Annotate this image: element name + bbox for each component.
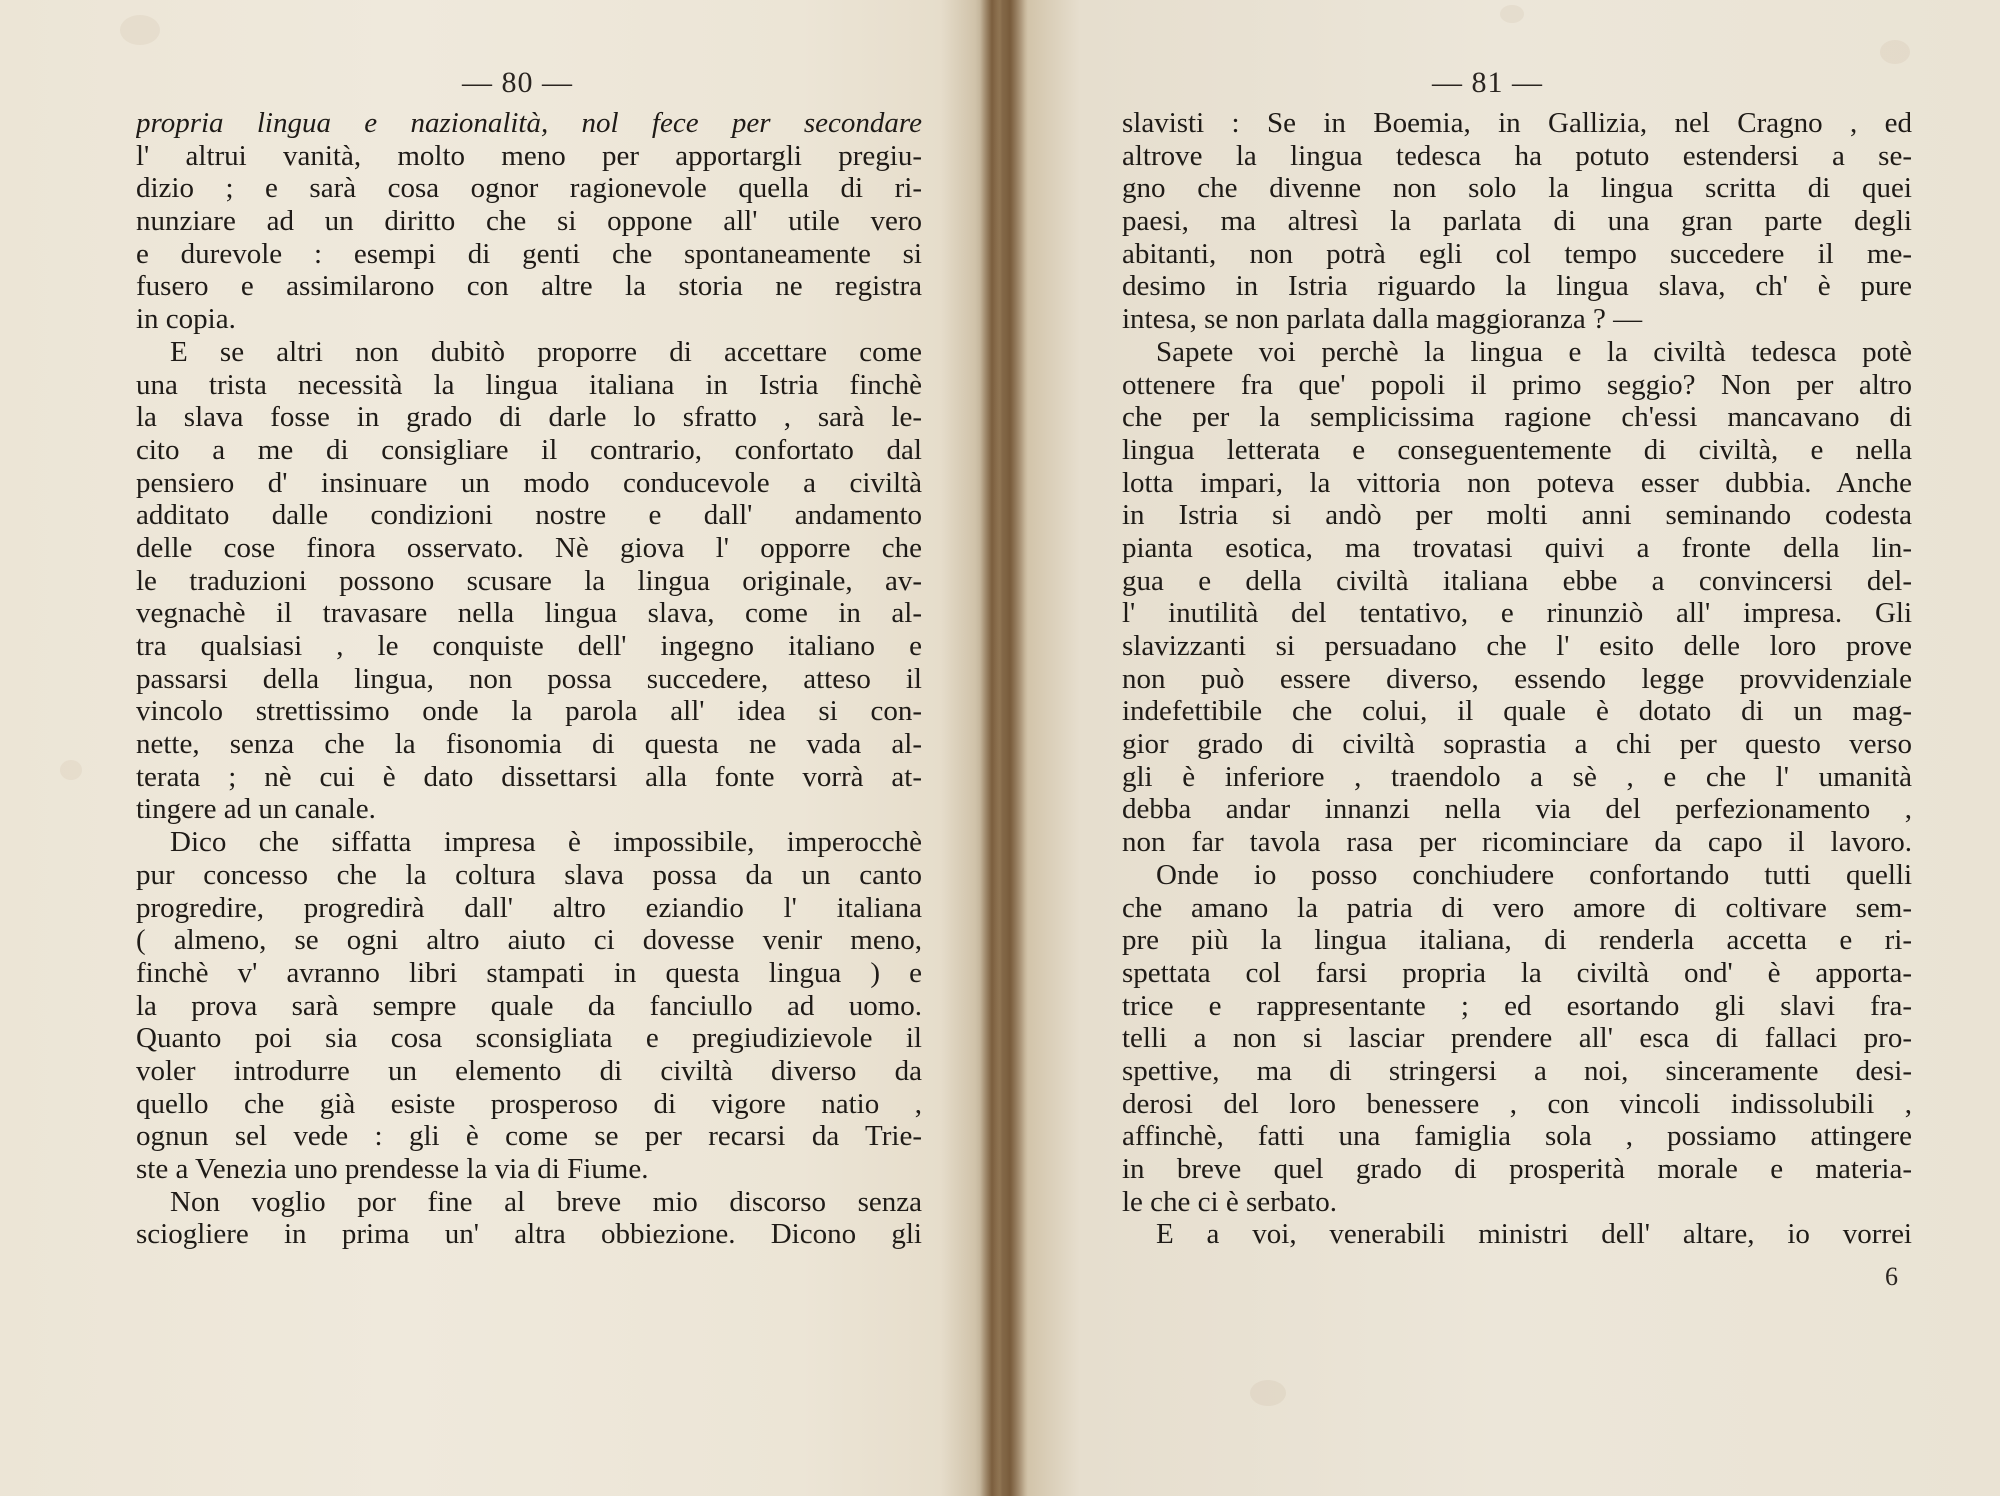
text-line: in breve quel grado di prosperità morale e materia- xyxy=(1122,1153,1912,1185)
text-line: la prova sarà sempre quale da fanciullo ad uomo. xyxy=(136,989,922,1022)
page-text xyxy=(136,107,922,1251)
text-line: Dico che siffatta impresa è impossibile, imperocchè xyxy=(170,826,922,859)
text-line: ste a Venezia uno prendesse la via di Fiume. xyxy=(136,1153,649,1185)
text-line: E a voi, venerabili ministri dell' altare, io vorrei xyxy=(1156,1218,1912,1251)
text-line: non può essere diverso, essendo legge provvidenziale xyxy=(1122,662,1912,695)
text-line: lotta impari, la vittoria non poteva esser dubbia. Anche xyxy=(1122,466,1912,499)
text-line: gua e della civiltà italiana ebbe a convincersi del- xyxy=(1122,564,1912,597)
text-line: Onde io posso conchiudere confortando tutti quelli xyxy=(1156,858,1912,891)
text-line: e durevole : esempi di genti che spontaneamente si xyxy=(136,237,922,270)
text-line: la slava fosse in grado di darle lo sfratto , sarà le- xyxy=(136,401,922,434)
text-line: tra qualsiasi , le conquiste dell' ingegno italiano e xyxy=(136,630,922,662)
text-line: quello che già esiste prosperoso di vigore natio , xyxy=(136,1087,922,1120)
text-line: nette, senza che la fisonomia di questa ne vada al- xyxy=(136,728,922,761)
text-line: l' inutilità del tentativo, e rinunziò all' impresa. Gli xyxy=(1122,597,1912,630)
text-line: gli è inferiore , traendolo a sè , e che l' umanità xyxy=(1122,760,1912,793)
text-line: in Istria si andò per molti anni seminando codesta xyxy=(1122,499,1912,532)
page-number: — 80 — xyxy=(462,66,573,99)
text-line: lingua letterata e conseguentemente di civiltà, e nella xyxy=(1122,433,1912,466)
text-line: pensiero d' insinuare un modo conducevole a civiltà xyxy=(136,466,922,499)
text-line: che per la semplicissima ragione ch'essi mancavano di xyxy=(1122,401,1912,434)
text-line: telli a non si lasciar prendere all' esca di fallaci pro- xyxy=(1122,1022,1912,1055)
text-line: paesi, ma altresì la parlata di una gran parte degli xyxy=(1122,205,1912,238)
text-line: pianta esotica, ma trovatasi quivi a fronte della lin- xyxy=(1122,531,1912,564)
text-line: in copia. xyxy=(136,303,236,336)
text-line: debba andar innanzi nella via del perfezionamento , xyxy=(1122,793,1912,826)
text-line: dizio ; e sarà cosa ognor ragionevole quella di ri- xyxy=(136,172,922,205)
text-line: Sapete voi perchè la lingua e la civiltà tedesca potè xyxy=(1156,335,1912,368)
text-line: altrove la lingua tedesca ha potuto estendersi a se- xyxy=(1122,139,1912,172)
text-line: Quanto poi sia cosa sconsigliata e pregiudizievole il xyxy=(136,1022,922,1055)
text-line: gno che divenne non solo la lingua scritta di quei xyxy=(1122,172,1912,205)
text-line: tingere ad un canale. xyxy=(136,793,376,826)
text-line: abitanti, non potrà egli col tempo succedere il me- xyxy=(1122,237,1912,270)
text-line: terata ; nè cui è dato dissettarsi alla fonte vorrà at- xyxy=(136,760,922,793)
text-line: desimo in Istria riguardo la lingua slava, ch' è pure xyxy=(1122,270,1912,303)
text-line: progredire, progredirà dall' altro eziandio l' italiana xyxy=(136,891,922,924)
text-line: voler introdurre un elemento di civiltà diverso da xyxy=(136,1054,922,1087)
text-line: fusero e assimilarono con altre la storia ne registra xyxy=(136,270,922,303)
text-line: ognun sel vede : gli è come se per recarsi da Trie- xyxy=(136,1120,922,1153)
left-page xyxy=(0,0,990,1496)
page-text xyxy=(1122,107,1912,1251)
text-line: ( almeno, se ogni altro aiuto ci dovesse venir meno, xyxy=(136,924,922,957)
text-line: sciogliere in prima un' altra obbiezione. Dicono gli xyxy=(136,1218,922,1251)
text-line: passarsi della lingua, non possa succedere, atteso il xyxy=(136,662,922,695)
text-line: non far tavola rasa per ricominciare da capo il lavoro. xyxy=(1122,826,1912,859)
text-line: E se altri non dubitò proporre di accettare come xyxy=(170,335,922,368)
signature-mark: 6 xyxy=(1885,1262,1898,1291)
text-line: pre più la lingua italiana, di renderla accetta e ri- xyxy=(1122,924,1912,957)
text-line: l' altrui vanità, molto meno per apportargli pregiu- xyxy=(136,139,922,172)
page-number: — 81 — xyxy=(1432,66,1543,99)
text-line: che amano la patria di vero amore di coltivare sem- xyxy=(1122,891,1912,924)
text-line: affinchè, fatti una famiglia sola , possiamo attingere xyxy=(1122,1120,1912,1153)
text-line: cito a me di consigliare il contrario, confortato dal xyxy=(136,433,922,466)
text-line: gior grado di civiltà soprastia a chi per questo verso xyxy=(1122,728,1912,761)
text-line: pur concesso che la coltura slava possa da un canto xyxy=(136,858,922,891)
text-line: nunziare ad un diritto che si oppone all' utile vero xyxy=(136,205,922,238)
text-line: le traduzioni possono scusare la lingua originale, av- xyxy=(136,564,922,597)
text-line: spettive, ma di stringersi a noi, sinceramente desi- xyxy=(1122,1054,1912,1087)
text-line: Non voglio por fine al breve mio discorso senza xyxy=(170,1185,922,1218)
text-line: slavisti : Se in Boemia, in Gallizia, nel Cragno , ed xyxy=(1122,107,1912,139)
text-line: additato dalle condizioni nostre e dall' andamento xyxy=(136,499,922,532)
text-line: derosi del loro benessere , con vincoli indissolubili , xyxy=(1122,1087,1912,1120)
text-line: finchè v' avranno libri stampati in questa lingua ) e xyxy=(136,956,922,989)
text-line: delle cose finora osservato. Nè giova l' opporre che xyxy=(136,531,922,564)
text-line: trice e rappresentante ; ed esortando gli slavi fra- xyxy=(1122,989,1912,1022)
text-line: intesa, se non parlata dalla maggioranza ? — xyxy=(1122,303,1643,336)
text-line: una trista necessità la lingua italiana in Istria finchè xyxy=(136,368,922,401)
text-line: vincolo strettissimo onde la parola all' idea si con- xyxy=(136,695,922,728)
text-line: indefettibile che colui, il quale è dotato di un mag- xyxy=(1122,695,1912,728)
text-line: le che ci è serbato. xyxy=(1122,1185,1337,1218)
text-line: ottenere fra que' popoli il primo seggio? Non per altro xyxy=(1122,368,1912,401)
text-line: spettata col farsi propria la civiltà ond' è apporta- xyxy=(1122,956,1912,989)
right-page xyxy=(1010,0,2000,1496)
text-line: vegnachè il travasare nella lingua slava, come in al- xyxy=(136,597,922,630)
text-line: slavizzanti si persuadano che l' esito delle loro prove xyxy=(1122,630,1912,662)
text-line: propria lingua e nazionalità, nol fece per secondare xyxy=(136,107,922,139)
